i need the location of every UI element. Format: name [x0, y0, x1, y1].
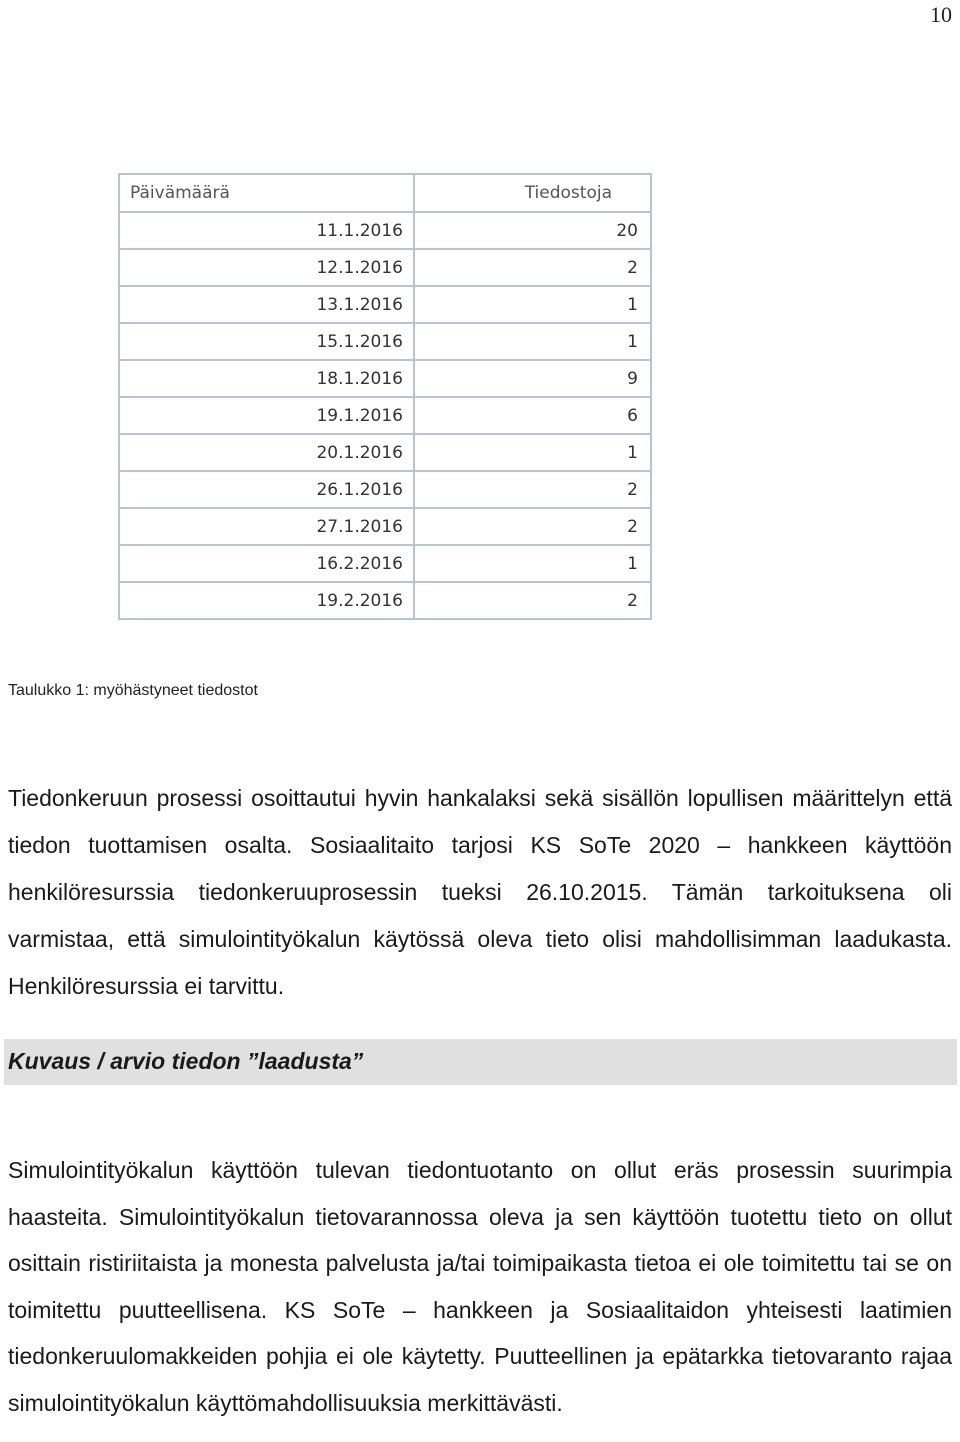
table-row: [119, 286, 651, 323]
table-row: [119, 397, 651, 434]
cell-date: 12.1.2016: [119, 249, 414, 286]
table-body: [119, 212, 651, 619]
table-row: [119, 471, 651, 508]
cell-date: 18.1.2016: [119, 360, 414, 397]
cell-file-count: 2: [414, 582, 651, 619]
table-row: [119, 582, 651, 619]
cell-file-count: 20: [414, 212, 651, 249]
table-row: [119, 545, 651, 582]
cell-file-count: 2: [414, 249, 651, 286]
cell-date: 19.2.2016: [119, 582, 414, 619]
table-row: [119, 360, 651, 397]
body-paragraph-1: Tiedonkeruun prosessi osoittautui hyvin hankalaksi sekä sisällön lopullisen määrittelyn että tiedon tuottamisen osalta. Sosiaalitaito tarjosi KS SoTe 2020 – hankkeen käyttöön henkilöresurssia tiedonkeruuprosessin tueksi 26.10.2015. Tämän tarkoituksena oli varmistaa, että simulointityökalun käytössä oleva tieto olisi mahdollisimman laadukasta. Henkilöresurssia ei tarvittu.: [8, 785, 952, 999]
cell-date: 20.1.2016: [119, 434, 414, 471]
cell-date: 15.1.2016: [119, 323, 414, 360]
column-header-date: Päivämäärä: [119, 174, 414, 212]
cell-file-count: 1: [414, 434, 651, 471]
late-files-table: [118, 173, 652, 620]
cell-file-count: 1: [414, 545, 651, 582]
column-header-files: Tiedostoja: [414, 174, 651, 212]
cell-file-count: 9: [414, 360, 651, 397]
table-row: [119, 323, 651, 360]
cell-file-count: 6: [414, 397, 651, 434]
cell-date: 16.2.2016: [119, 545, 414, 582]
section-heading-bar: [4, 1039, 957, 1085]
cell-date: 27.1.2016: [119, 508, 414, 545]
table-header-row: [119, 174, 651, 212]
cell-date: 13.1.2016: [119, 286, 414, 323]
cell-file-count: 2: [414, 471, 651, 508]
table-row: [119, 434, 651, 471]
body-paragraph-2: Simulointityökalun käyttöön tulevan tiedontuotanto on ollut eräs prosessin suurimpia haasteita. Simulointityökalun tietovarannossa oleva ja sen käyttöön tuotettu tieto on ollut osittain ristiriitaista ja monesta palvelusta ja/tai toimipaikasta tietoa ei ole toimitettu tai se on toimitettu puutteellisena. KS SoTe – hankkeen ja Sosiaalitaidon yhteisesti laatimien tiedonkeruulomakkeiden pohjia ei ole käytetty. Puutteellinen ja epätarkka tietovaranto rajaa simulointityökalun käyttömahdollisuuksia merkittävästi.: [8, 1157, 952, 1416]
cell-date: 26.1.2016: [119, 471, 414, 508]
cell-file-count: 1: [414, 323, 651, 360]
cell-date: 11.1.2016: [119, 212, 414, 249]
page-number: 10: [930, 2, 952, 27]
cell-file-count: 1: [414, 286, 651, 323]
table-row: [119, 508, 651, 545]
table-row: [119, 249, 651, 286]
cell-file-count: 2: [414, 508, 651, 545]
cell-date: 19.1.2016: [119, 397, 414, 434]
table-row: [119, 212, 651, 249]
section-heading: Kuvaus / arvio tiedon ”laadusta”: [8, 1048, 364, 1074]
table-caption: Taulukko 1: myöhästyneet tiedostot: [8, 682, 258, 699]
